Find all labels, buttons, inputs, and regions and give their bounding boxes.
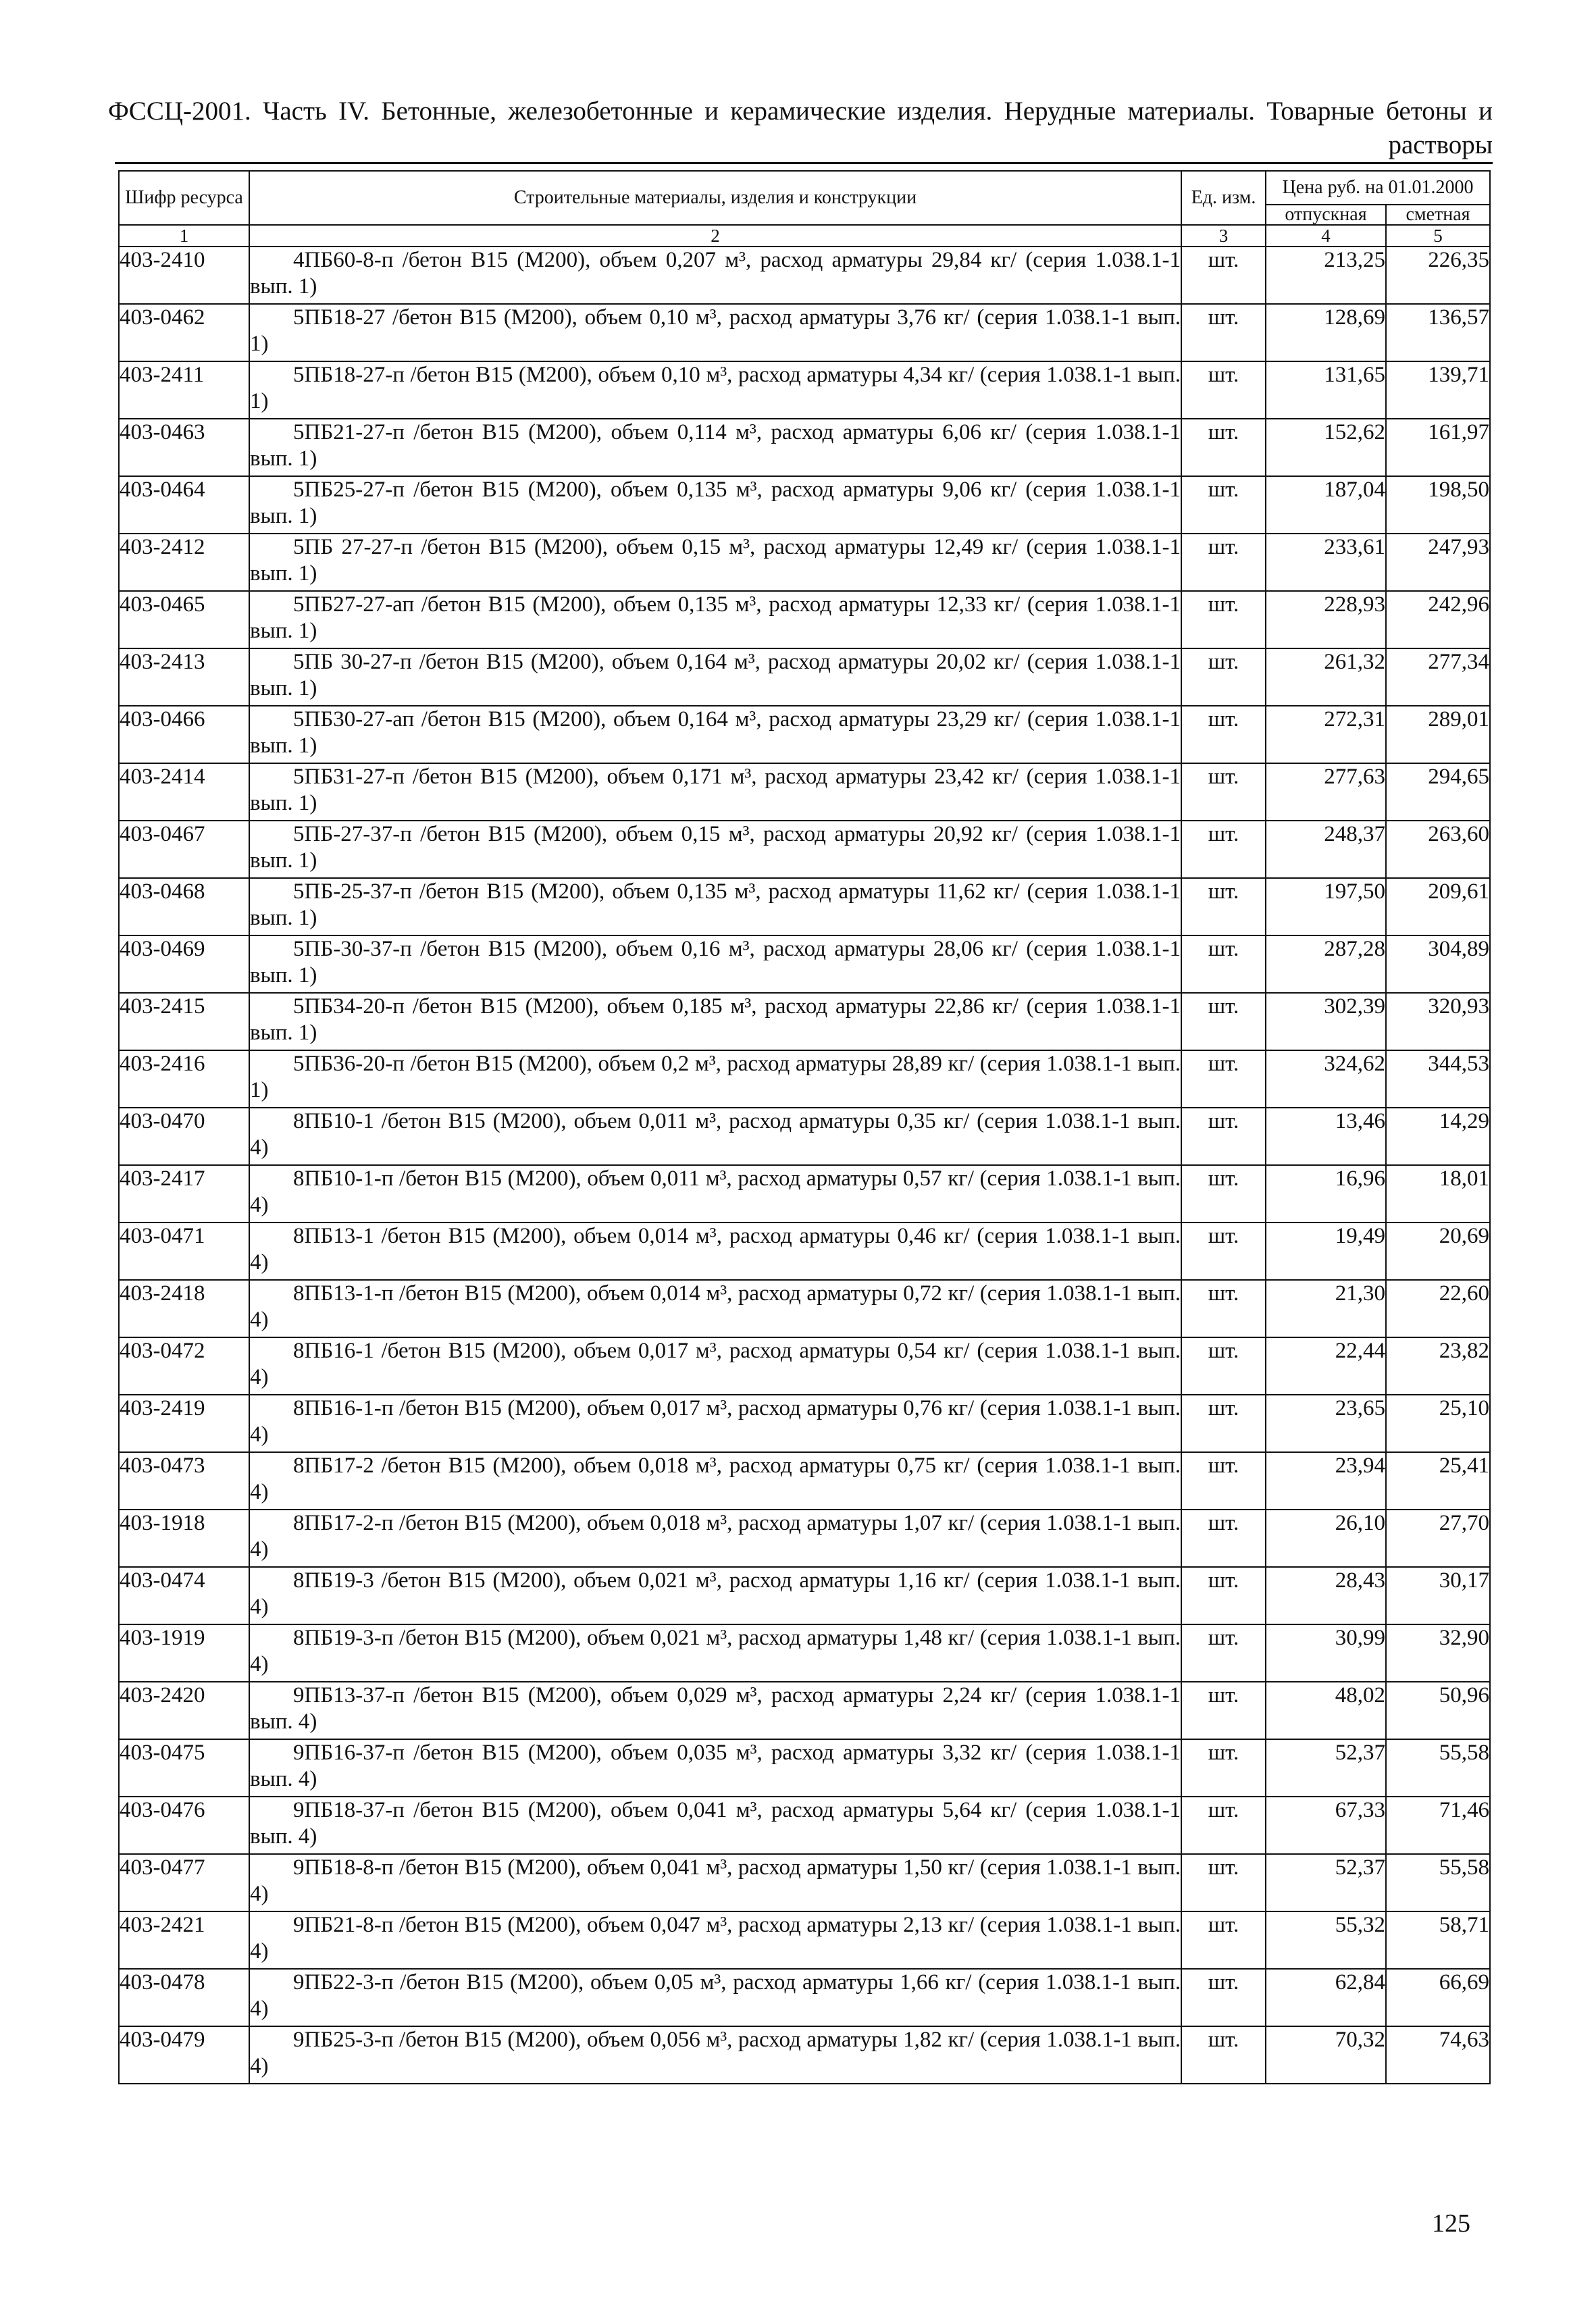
- item-description: 9ПБ18-37-п /бетон В15 (М200), объем 0,041 м³, расход арматуры 5,64 кг/ (серия 1.038.1-1 вып. 4): [249, 1797, 1181, 1854]
- release-price: 23,94: [1266, 1452, 1386, 1510]
- release-price: 19,49: [1266, 1223, 1386, 1280]
- item-description: 9ПБ16-37-п /бетон В15 (М200), объем 0,035 м³, расход арматуры 3,32 кг/ (серия 1.038.1-1 вып. 4): [249, 1739, 1181, 1797]
- unit: шт.: [1181, 935, 1266, 993]
- release-price: 52,37: [1266, 1739, 1386, 1797]
- estimate-price: 25,10: [1386, 1395, 1490, 1452]
- table-row: [119, 1280, 1490, 1337]
- table-row: [119, 1739, 1490, 1797]
- item-description: 4ПБ60-8-п /бетон В15 (М200), объем 0,207 м³, расход арматуры 29,84 кг/ (серия 1.038.1-1 вып. 1): [249, 247, 1181, 304]
- unit: шт.: [1181, 247, 1266, 304]
- resource-code: 403-2416: [119, 1050, 249, 1108]
- item-description: 8ПБ19-3 /бетон В15 (М200), объем 0,021 м³, расход арматуры 1,16 кг/ (серия 1.038.1-1 вып. 4): [249, 1567, 1181, 1624]
- resource-code: 403-2411: [119, 361, 249, 419]
- table-row: [119, 1624, 1490, 1682]
- header-name: Строительные материалы, изделия и конструкции: [249, 171, 1181, 225]
- release-price: 13,46: [1266, 1108, 1386, 1165]
- release-price: 228,93: [1266, 591, 1386, 648]
- estimate-price: 25,41: [1386, 1452, 1490, 1510]
- resource-code: 403-1918: [119, 1510, 249, 1567]
- estimate-price: 198,50: [1386, 476, 1490, 534]
- resource-code: 403-0476: [119, 1797, 249, 1854]
- table-row: [119, 1165, 1490, 1223]
- item-description: 5ПБ31-27-п /бетон В15 (М200), объем 0,171 м³, расход арматуры 23,42 кг/ (серия 1.038.1-1 вып. 1): [249, 763, 1181, 821]
- release-price: 52,37: [1266, 1854, 1386, 1911]
- column-number: 5: [1386, 225, 1490, 247]
- unit: шт.: [1181, 591, 1266, 648]
- release-price: 187,04: [1266, 476, 1386, 534]
- unit: шт.: [1181, 1567, 1266, 1624]
- column-number: 1: [119, 225, 249, 247]
- estimate-price: 55,58: [1386, 1854, 1490, 1911]
- estimate-price: 58,71: [1386, 1911, 1490, 1969]
- unit: шт.: [1181, 2026, 1266, 2084]
- item-description: 9ПБ18-8-п /бетон В15 (М200), объем 0,041 м³, расход арматуры 1,50 кг/ (серия 1.038.1-1 вып. 4): [249, 1854, 1181, 1911]
- unit: шт.: [1181, 361, 1266, 419]
- table-row: [119, 1510, 1490, 1567]
- resource-code: 403-0477: [119, 1854, 249, 1911]
- column-number: 4: [1266, 225, 1386, 247]
- estimate-price: 136,57: [1386, 304, 1490, 361]
- page-number: 125: [1432, 2209, 1470, 2238]
- estimate-price: 344,53: [1386, 1050, 1490, 1108]
- estimate-price: 74,63: [1386, 2026, 1490, 2084]
- release-price: 324,62: [1266, 1050, 1386, 1108]
- table-row: [119, 419, 1490, 476]
- estimate-price: 277,34: [1386, 648, 1490, 706]
- header-rule: [115, 162, 1493, 164]
- item-description: 5ПБ36-20-п /бетон В15 (М200), объем 0,2 м³, расход арматуры 28,89 кг/ (серия 1.038.1-1 вып. 1): [249, 1050, 1181, 1108]
- estimate-price: 320,93: [1386, 993, 1490, 1050]
- table-row: [119, 361, 1490, 419]
- resource-code: 403-2415: [119, 993, 249, 1050]
- table-row: [119, 1567, 1490, 1624]
- resource-code: 403-0468: [119, 878, 249, 935]
- resource-code: 403-0466: [119, 706, 249, 763]
- resource-code: 403-0469: [119, 935, 249, 993]
- table-row: [119, 1395, 1490, 1452]
- table-row: [119, 648, 1490, 706]
- item-description: 8ПБ19-3-п /бетон В15 (М200), объем 0,021 м³, расход арматуры 1,48 кг/ (серия 1.038.1-1 вып. 4): [249, 1624, 1181, 1682]
- resource-code: 403-0462: [119, 304, 249, 361]
- item-description: 9ПБ25-3-п /бетон В15 (М200), объем 0,056 м³, расход арматуры 1,82 кг/ (серия 1.038.1-1 вып. 4): [249, 2026, 1181, 2084]
- item-description: 9ПБ13-37-п /бетон В15 (М200), объем 0,029 м³, расход арматуры 2,24 кг/ (серия 1.038.1-1 вып. 4): [249, 1682, 1181, 1739]
- price-table: [118, 170, 1491, 2084]
- resource-code: 403-0479: [119, 2026, 249, 2084]
- estimate-price: 209,61: [1386, 878, 1490, 935]
- release-price: 272,31: [1266, 706, 1386, 763]
- item-description: 9ПБ22-3-п /бетон В15 (М200), объем 0,05 м³, расход арматуры 1,66 кг/ (серия 1.038.1-1 вып. 4): [249, 1969, 1181, 2026]
- release-price: 131,65: [1266, 361, 1386, 419]
- release-price: 248,37: [1266, 821, 1386, 878]
- resource-code: 403-0463: [119, 419, 249, 476]
- release-price: 152,62: [1266, 419, 1386, 476]
- table-row: [119, 1050, 1490, 1108]
- table-row: [119, 1452, 1490, 1510]
- table-row: [119, 993, 1490, 1050]
- item-description: 5ПБ 27-27-п /бетон В15 (М200), объем 0,15 м³, расход арматуры 12,49 кг/ (серия 1.038.1-1 вып. 1): [249, 534, 1181, 591]
- table-row: [119, 821, 1490, 878]
- resource-code: 403-1919: [119, 1624, 249, 1682]
- resource-code: 403-2420: [119, 1682, 249, 1739]
- table-row: [119, 1911, 1490, 1969]
- release-price: 302,39: [1266, 993, 1386, 1050]
- table-row: [119, 935, 1490, 993]
- table-row: [119, 1223, 1490, 1280]
- release-price: 62,84: [1266, 1969, 1386, 2026]
- item-description: 5ПБ25-27-п /бетон В15 (М200), объем 0,135 м³, расход арматуры 9,06 кг/ (серия 1.038.1-1 вып. 1): [249, 476, 1181, 534]
- resource-code: 403-2412: [119, 534, 249, 591]
- resource-code: 403-0471: [119, 1223, 249, 1280]
- estimate-price: 23,82: [1386, 1337, 1490, 1395]
- release-price: 197,50: [1266, 878, 1386, 935]
- resource-code: 403-0465: [119, 591, 249, 648]
- unit: шт.: [1181, 1452, 1266, 1510]
- unit: шт.: [1181, 706, 1266, 763]
- release-price: 23,65: [1266, 1395, 1386, 1452]
- resource-code: 403-0478: [119, 1969, 249, 2026]
- estimate-price: 139,71: [1386, 361, 1490, 419]
- release-price: 213,25: [1266, 247, 1386, 304]
- header-estimate: сметная: [1386, 205, 1490, 225]
- page-header: ФССЦ-2001. Часть IV. Бетонные, железобетонные и керамические изделия. Нерудные материалы. Товарные бетоны и растворы: [108, 97, 1493, 159]
- column-number: 3: [1181, 225, 1266, 247]
- table-row: [119, 763, 1490, 821]
- unit: шт.: [1181, 1223, 1266, 1280]
- resource-code: 403-0467: [119, 821, 249, 878]
- item-description: 5ПБ-30-37-п /бетон В15 (М200), объем 0,16 м³, расход арматуры 28,06 кг/ (серия 1.038.1-1 вып. 1): [249, 935, 1181, 993]
- release-price: 128,69: [1266, 304, 1386, 361]
- release-price: 70,32: [1266, 2026, 1386, 2084]
- resource-code: 403-2414: [119, 763, 249, 821]
- item-description: 8ПБ10-1-п /бетон В15 (М200), объем 0,011 м³, расход арматуры 0,57 кг/ (серия 1.038.1-1 вып. 4): [249, 1165, 1181, 1223]
- unit: шт.: [1181, 304, 1266, 361]
- unit: шт.: [1181, 1165, 1266, 1223]
- resource-code: 403-0470: [119, 1108, 249, 1165]
- unit: шт.: [1181, 1797, 1266, 1854]
- table-row: [119, 1797, 1490, 1854]
- resource-code: 403-0464: [119, 476, 249, 534]
- item-description: 5ПБ21-27-п /бетон В15 (М200), объем 0,114 м³, расход арматуры 6,06 кг/ (серия 1.038.1-1 вып. 1): [249, 419, 1181, 476]
- release-price: 233,61: [1266, 534, 1386, 591]
- estimate-price: 263,60: [1386, 821, 1490, 878]
- resource-code: 403-2421: [119, 1911, 249, 1969]
- table-row: [119, 1969, 1490, 2026]
- estimate-price: 30,17: [1386, 1567, 1490, 1624]
- estimate-price: 294,65: [1386, 763, 1490, 821]
- release-price: 26,10: [1266, 1510, 1386, 1567]
- release-price: 21,30: [1266, 1280, 1386, 1337]
- resource-code: 403-0472: [119, 1337, 249, 1395]
- header-price: Цена руб. на 01.01.2000: [1266, 171, 1490, 205]
- unit: шт.: [1181, 1280, 1266, 1337]
- resource-code: 403-0473: [119, 1452, 249, 1510]
- resource-code: 403-2417: [119, 1165, 249, 1223]
- estimate-price: 20,69: [1386, 1223, 1490, 1280]
- release-price: 261,32: [1266, 648, 1386, 706]
- estimate-price: 304,89: [1386, 935, 1490, 993]
- table-row: [119, 1337, 1490, 1395]
- unit: шт.: [1181, 534, 1266, 591]
- item-description: 8ПБ13-1-п /бетон В15 (М200), объем 0,014 м³, расход арматуры 0,72 кг/ (серия 1.038.1-1 вып. 4): [249, 1280, 1181, 1337]
- unit: шт.: [1181, 763, 1266, 821]
- unit: шт.: [1181, 1911, 1266, 1969]
- unit: шт.: [1181, 1969, 1266, 2026]
- item-description: 8ПБ17-2 /бетон В15 (М200), объем 0,018 м³, расход арматуры 0,75 кг/ (серия 1.038.1-1 вып. 4): [249, 1452, 1181, 1510]
- release-price: 48,02: [1266, 1682, 1386, 1739]
- item-description: 8ПБ17-2-п /бетон В15 (М200), объем 0,018 м³, расход арматуры 1,07 кг/ (серия 1.038.1-1 вып. 4): [249, 1510, 1181, 1567]
- column-number: 2: [249, 225, 1181, 247]
- unit: шт.: [1181, 419, 1266, 476]
- estimate-price: 161,97: [1386, 419, 1490, 476]
- release-price: 28,43: [1266, 1567, 1386, 1624]
- unit: шт.: [1181, 878, 1266, 935]
- release-price: 55,32: [1266, 1911, 1386, 1969]
- item-description: 5ПБ-25-37-п /бетон В15 (М200), объем 0,135 м³, расход арматуры 11,62 кг/ (серия 1.038.1-1 вып. 1): [249, 878, 1181, 935]
- resource-code: 403-2418: [119, 1280, 249, 1337]
- table-row: [119, 476, 1490, 534]
- table-row: [119, 878, 1490, 935]
- release-price: 30,99: [1266, 1624, 1386, 1682]
- unit: шт.: [1181, 1108, 1266, 1165]
- table-row: [119, 2026, 1490, 2084]
- estimate-price: 18,01: [1386, 1165, 1490, 1223]
- release-price: 67,33: [1266, 1797, 1386, 1854]
- table-row: [119, 1108, 1490, 1165]
- item-description: 5ПБ27-27-ап /бетон В15 (М200), объем 0,135 м³, расход арматуры 12,33 кг/ (серия 1.038.1-1 вып. 1): [249, 591, 1181, 648]
- item-description: 5ПБ-27-37-п /бетон В15 (М200), объем 0,15 м³, расход арматуры 20,92 кг/ (серия 1.038.1-1 вып. 1): [249, 821, 1181, 878]
- release-price: 22,44: [1266, 1337, 1386, 1395]
- estimate-price: 289,01: [1386, 706, 1490, 763]
- resource-code: 403-0474: [119, 1567, 249, 1624]
- estimate-price: 242,96: [1386, 591, 1490, 648]
- unit: шт.: [1181, 1624, 1266, 1682]
- item-description: 5ПБ34-20-п /бетон В15 (М200), объем 0,185 м³, расход арматуры 22,86 кг/ (серия 1.038.1-1 вып. 1): [249, 993, 1181, 1050]
- item-description: 5ПБ 30-27-п /бетон В15 (М200), объем 0,164 м³, расход арматуры 20,02 кг/ (серия 1.038.1-1 вып. 1): [249, 648, 1181, 706]
- estimate-price: 226,35: [1386, 247, 1490, 304]
- header-release: отпускная: [1266, 205, 1386, 225]
- item-description: 5ПБ18-27-п /бетон В15 (М200), объем 0,10 м³, расход арматуры 4,34 кг/ (серия 1.038.1-1 вып. 1): [249, 361, 1181, 419]
- table-row: [119, 247, 1490, 304]
- item-description: 8ПБ16-1 /бетон В15 (М200), объем 0,017 м³, расход арматуры 0,54 кг/ (серия 1.038.1-1 вып. 4): [249, 1337, 1181, 1395]
- table-row: [119, 591, 1490, 648]
- unit: шт.: [1181, 993, 1266, 1050]
- table-row: [119, 706, 1490, 763]
- release-price: 287,28: [1266, 935, 1386, 993]
- item-description: 8ПБ16-1-п /бетон В15 (М200), объем 0,017 м³, расход арматуры 0,76 кг/ (серия 1.038.1-1 вып. 4): [249, 1395, 1181, 1452]
- estimate-price: 66,69: [1386, 1969, 1490, 2026]
- item-description: 9ПБ21-8-п /бетон В15 (М200), объем 0,047 м³, расход арматуры 2,13 кг/ (серия 1.038.1-1 вып. 4): [249, 1911, 1181, 1969]
- table-row: [119, 1854, 1490, 1911]
- estimate-price: 22,60: [1386, 1280, 1490, 1337]
- estimate-price: 71,46: [1386, 1797, 1490, 1854]
- unit: шт.: [1181, 1854, 1266, 1911]
- estimate-price: 32,90: [1386, 1624, 1490, 1682]
- release-price: 16,96: [1266, 1165, 1386, 1223]
- unit: шт.: [1181, 648, 1266, 706]
- unit: шт.: [1181, 1050, 1266, 1108]
- release-price: 277,63: [1266, 763, 1386, 821]
- unit: шт.: [1181, 1739, 1266, 1797]
- header-unit: Ед. изм.: [1181, 171, 1266, 225]
- header-code: Шифр ресурса: [119, 171, 249, 225]
- resource-code: 403-2410: [119, 247, 249, 304]
- unit: шт.: [1181, 1510, 1266, 1567]
- table-row: [119, 534, 1490, 591]
- estimate-price: 55,58: [1386, 1739, 1490, 1797]
- unit: шт.: [1181, 1682, 1266, 1739]
- estimate-price: 27,70: [1386, 1510, 1490, 1567]
- resource-code: 403-0475: [119, 1739, 249, 1797]
- item-description: 8ПБ13-1 /бетон В15 (М200), объем 0,014 м³, расход арматуры 0,46 кг/ (серия 1.038.1-1 вып. 4): [249, 1223, 1181, 1280]
- table-body: [119, 247, 1490, 2084]
- table-row: [119, 304, 1490, 361]
- unit: шт.: [1181, 1337, 1266, 1395]
- item-description: 5ПБ18-27 /бетон В15 (М200), объем 0,10 м³, расход арматуры 3,76 кг/ (серия 1.038.1-1 вып. 1): [249, 304, 1181, 361]
- unit: шт.: [1181, 821, 1266, 878]
- table-row: [119, 1682, 1490, 1739]
- unit: шт.: [1181, 476, 1266, 534]
- estimate-price: 14,29: [1386, 1108, 1490, 1165]
- estimate-price: 50,96: [1386, 1682, 1490, 1739]
- resource-code: 403-2419: [119, 1395, 249, 1452]
- estimate-price: 247,93: [1386, 534, 1490, 591]
- resource-code: 403-2413: [119, 648, 249, 706]
- item-description: 8ПБ10-1 /бетон В15 (М200), объем 0,011 м³, расход арматуры 0,35 кг/ (серия 1.038.1-1 вып. 4): [249, 1108, 1181, 1165]
- unit: шт.: [1181, 1395, 1266, 1452]
- item-description: 5ПБ30-27-ап /бетон В15 (М200), объем 0,164 м³, расход арматуры 23,29 кг/ (серия 1.038.1-1 вып. 1): [249, 706, 1181, 763]
